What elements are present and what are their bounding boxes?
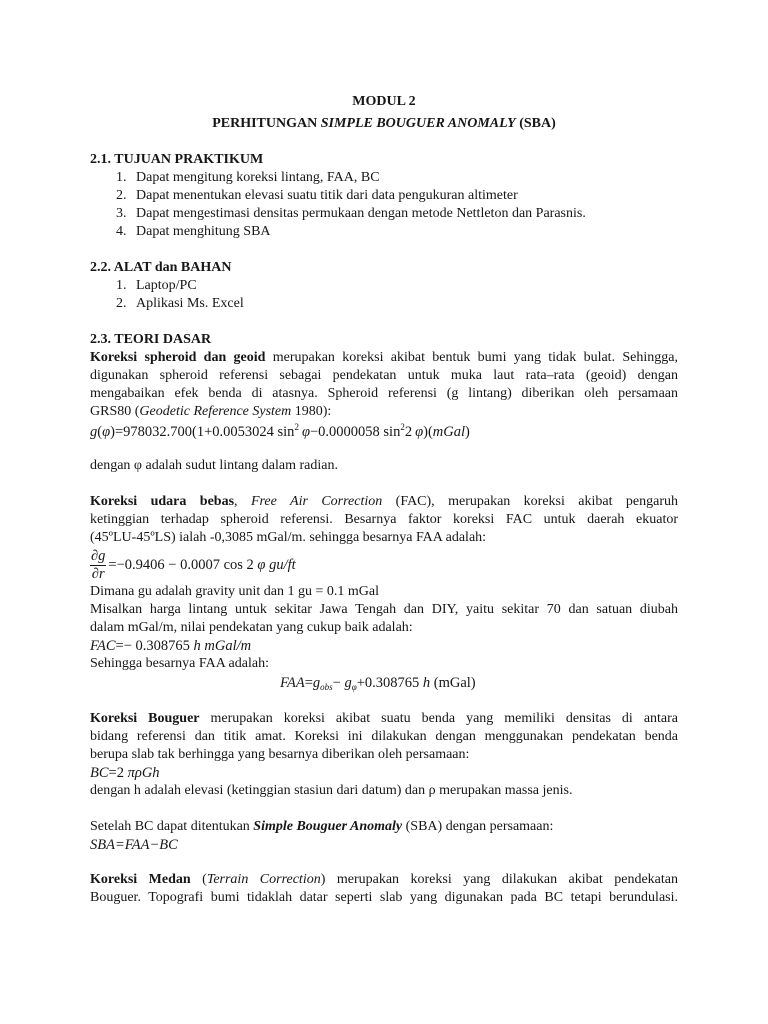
free-air-text: (FAC), merupakan koreksi akibat pengaruh bbox=[382, 494, 678, 509]
objective-item bbox=[90, 169, 678, 187]
formula-symbol: h bbox=[422, 675, 431, 691]
formula-text: −0.0000058 sin bbox=[309, 424, 401, 440]
objective-number: 2. bbox=[116, 188, 127, 203]
objective-text: Dapat mengestimasi densitas permukaan dengan metode Nettleton dan Parasnis. bbox=[136, 206, 586, 221]
bouguer-text: merupakan koreksi akibat suatu benda yang memiliki densitas di antara bbox=[199, 711, 678, 726]
title-emphasis: SIMPLE BOUGUER ANOMALY bbox=[320, 116, 516, 131]
formula-text: − bbox=[332, 675, 345, 691]
free-air-paragraph-line: ketinggian terhadap spheroid referensi. Besarnya faktor koreksi FAC untuk daerah ekuator bbox=[90, 512, 678, 527]
formula-symbol: πρGh bbox=[127, 765, 160, 781]
fraction-numerator: ∂g bbox=[91, 548, 106, 565]
gradient-fraction bbox=[90, 548, 106, 583]
formula-text: =2 bbox=[108, 765, 128, 781]
spheroid-term: Koreksi spheroid dan geoid bbox=[90, 350, 266, 365]
free-air-paragraph-line: (45ºLU-45ºLS) ialah -0,3085 mGal/m. sehingga besarnya FAA adalah: bbox=[90, 530, 487, 545]
terrain-open: ( bbox=[190, 872, 207, 887]
terrain-term: Koreksi Medan bbox=[90, 872, 191, 887]
sba-intro bbox=[90, 818, 678, 836]
spheroid-text: merupakan koreksi akibat bentuk bumi yang tidak bulat. Sehingga, bbox=[265, 350, 678, 365]
tool-text: Laptop/PC bbox=[136, 278, 197, 293]
objective-item bbox=[90, 223, 678, 241]
bc-formula bbox=[90, 764, 678, 782]
formula-unit: mGal bbox=[432, 424, 466, 440]
formula-symbol: g bbox=[90, 424, 98, 440]
free-air-term-en: Free Air Correction bbox=[250, 494, 383, 509]
title-suffix: (SBA) bbox=[515, 116, 556, 131]
spheroid-paragraph-line bbox=[90, 403, 678, 421]
formula-text: +0.308765 bbox=[356, 675, 423, 691]
fraction-denominator: ∂r bbox=[91, 566, 105, 583]
sba-formula: SBA=FAA−BC bbox=[90, 837, 178, 853]
formula-text: = bbox=[304, 675, 313, 691]
title-prefix: PERHITUNGAN bbox=[212, 116, 321, 131]
module-title bbox=[90, 115, 678, 133]
spheroid-paragraph-line: mengabaikan efek benda di atasnya. Spheroid referensi (g lintang) diberikan oleh persamaan bbox=[90, 386, 678, 401]
formula-text: )=978032.700(1+0.0053024 sin bbox=[110, 424, 295, 440]
formula-symbol: FAC bbox=[90, 638, 116, 654]
terrain-term-en: Terrain Correction bbox=[206, 872, 321, 887]
formula-symbol: g bbox=[344, 675, 352, 691]
objective-item bbox=[90, 187, 678, 205]
formula-symbol: φ bbox=[102, 424, 111, 440]
gravity-unit-note: Dimana gu adalah gravity unit dan 1 gu = 0.1 mGal bbox=[90, 584, 379, 599]
objective-number: 1. bbox=[116, 170, 127, 185]
formula-exponent: 2 bbox=[294, 422, 299, 432]
section-heading-theory: 2.3. TEORI DASAR bbox=[90, 332, 212, 347]
spheroid-note: dengan φ adalah sudut lintang dalam radian. bbox=[90, 458, 338, 473]
objective-text: Dapat menghitung SBA bbox=[136, 224, 271, 239]
objective-number: 3. bbox=[116, 206, 127, 221]
gravity-latitude-formula bbox=[90, 421, 678, 443]
formula-symbol: g bbox=[312, 675, 321, 691]
bouguer-term: Koreksi Bouguer bbox=[90, 711, 200, 726]
objective-number: 4. bbox=[116, 224, 127, 239]
formula-symbol: h mGal/m bbox=[193, 638, 252, 654]
gravity-gradient-formula bbox=[90, 547, 678, 583]
tool-number: 2. bbox=[116, 296, 127, 311]
formula-subscript: φ bbox=[351, 682, 357, 692]
tool-text: Aplikasi Ms. Excel bbox=[136, 296, 244, 311]
tool-item bbox=[90, 277, 678, 295]
bouguer-paragraph-line: berupa slab tak berhingga yang besarnya diberikan oleh persamaan: bbox=[90, 747, 470, 762]
formula-text: ) bbox=[465, 424, 470, 440]
bouguer-note: dengan h adalah elevasi (ketinggian stasiun dari datum) dan ρ merupakan massa jenis. bbox=[90, 783, 573, 798]
module-label: MODUL 2 bbox=[352, 94, 416, 109]
sba-intro-prefix: Setelah BC dapat ditentukan bbox=[90, 819, 254, 834]
terrain-paragraph-line: Bouguer. Topografi bumi tidaklah datar seperti slab yang digunakan pada BC tetapi berundulasi. bbox=[90, 890, 678, 905]
objective-item bbox=[90, 205, 678, 223]
approximation-line: dalam mGal/m, nilai pendekatan yang cukup baik adalah: bbox=[90, 620, 413, 635]
section-heading-objectives: 2.1. TUJUAN PRAKTIKUM bbox=[90, 152, 264, 167]
free-air-sep: , bbox=[234, 494, 251, 509]
bouguer-paragraph-line bbox=[90, 710, 678, 728]
formula-symbol: φ bbox=[415, 424, 424, 440]
formula-symbol: FAA bbox=[280, 675, 305, 691]
spheroid-paragraph-line bbox=[90, 349, 678, 367]
formula-text: =−0.9406 − 0.0007 cos 2 bbox=[108, 557, 258, 573]
formula-text: =− 0.308765 bbox=[115, 638, 194, 654]
free-air-paragraph-line bbox=[90, 493, 678, 511]
formula-symbol: φ gu/ft bbox=[257, 557, 296, 573]
fac-formula bbox=[90, 637, 678, 655]
formula-text: )( bbox=[423, 424, 433, 440]
tool-item bbox=[90, 295, 678, 313]
formula-text: 2 bbox=[404, 424, 413, 440]
formula-exponent: 2 bbox=[400, 422, 405, 432]
grs80-suffix: 1980): bbox=[291, 404, 332, 419]
section-heading-tools: 2.2. ALAT dan BAHAN bbox=[90, 260, 232, 275]
grs80-prefix: GRS80 ( bbox=[90, 404, 140, 419]
bouguer-paragraph-line: bidang referensi dan titik amat. Koreksi ini dilakukan dengan menggunakan pendekatan benda bbox=[90, 729, 678, 744]
faa-formula bbox=[280, 674, 476, 692]
formula-symbol: BC bbox=[90, 765, 109, 781]
formula-subscript: obs bbox=[320, 682, 333, 692]
reference-system-name: Geodetic Reference System bbox=[139, 404, 292, 419]
formula-symbol: φ bbox=[301, 424, 310, 440]
objective-text: Dapat menentukan elevasi suatu titik dari data pengukuran altimeter bbox=[136, 188, 518, 203]
formula-text: ( bbox=[97, 424, 103, 440]
sba-intro-suffix: (SBA) dengan persamaan: bbox=[402, 819, 554, 834]
tool-number: 1. bbox=[116, 278, 127, 293]
formula-unit: (mGal) bbox=[430, 675, 476, 691]
approximation-line: Misalkan harga lintang untuk sekitar Jawa Tengah dan DIY, yaitu sekitar 70 dan satuan diubah bbox=[90, 602, 678, 617]
free-air-term: Koreksi udara bebas bbox=[90, 494, 235, 509]
sba-term: Simple Bouguer Anomaly bbox=[253, 819, 403, 834]
faa-intro: Sehingga besarnya FAA adalah: bbox=[90, 656, 269, 671]
terrain-text: ) merupakan koreksi yang dilakukan akibat pendekatan bbox=[320, 872, 678, 887]
terrain-paragraph-line bbox=[90, 871, 678, 889]
spheroid-paragraph-line: digunakan spheroid referensi sebagai pendekatan untuk muka laut rata–rata (geoid) dengan bbox=[90, 368, 678, 383]
objective-text: Dapat mengitung koreksi lintang, FAA, BC bbox=[136, 170, 380, 185]
